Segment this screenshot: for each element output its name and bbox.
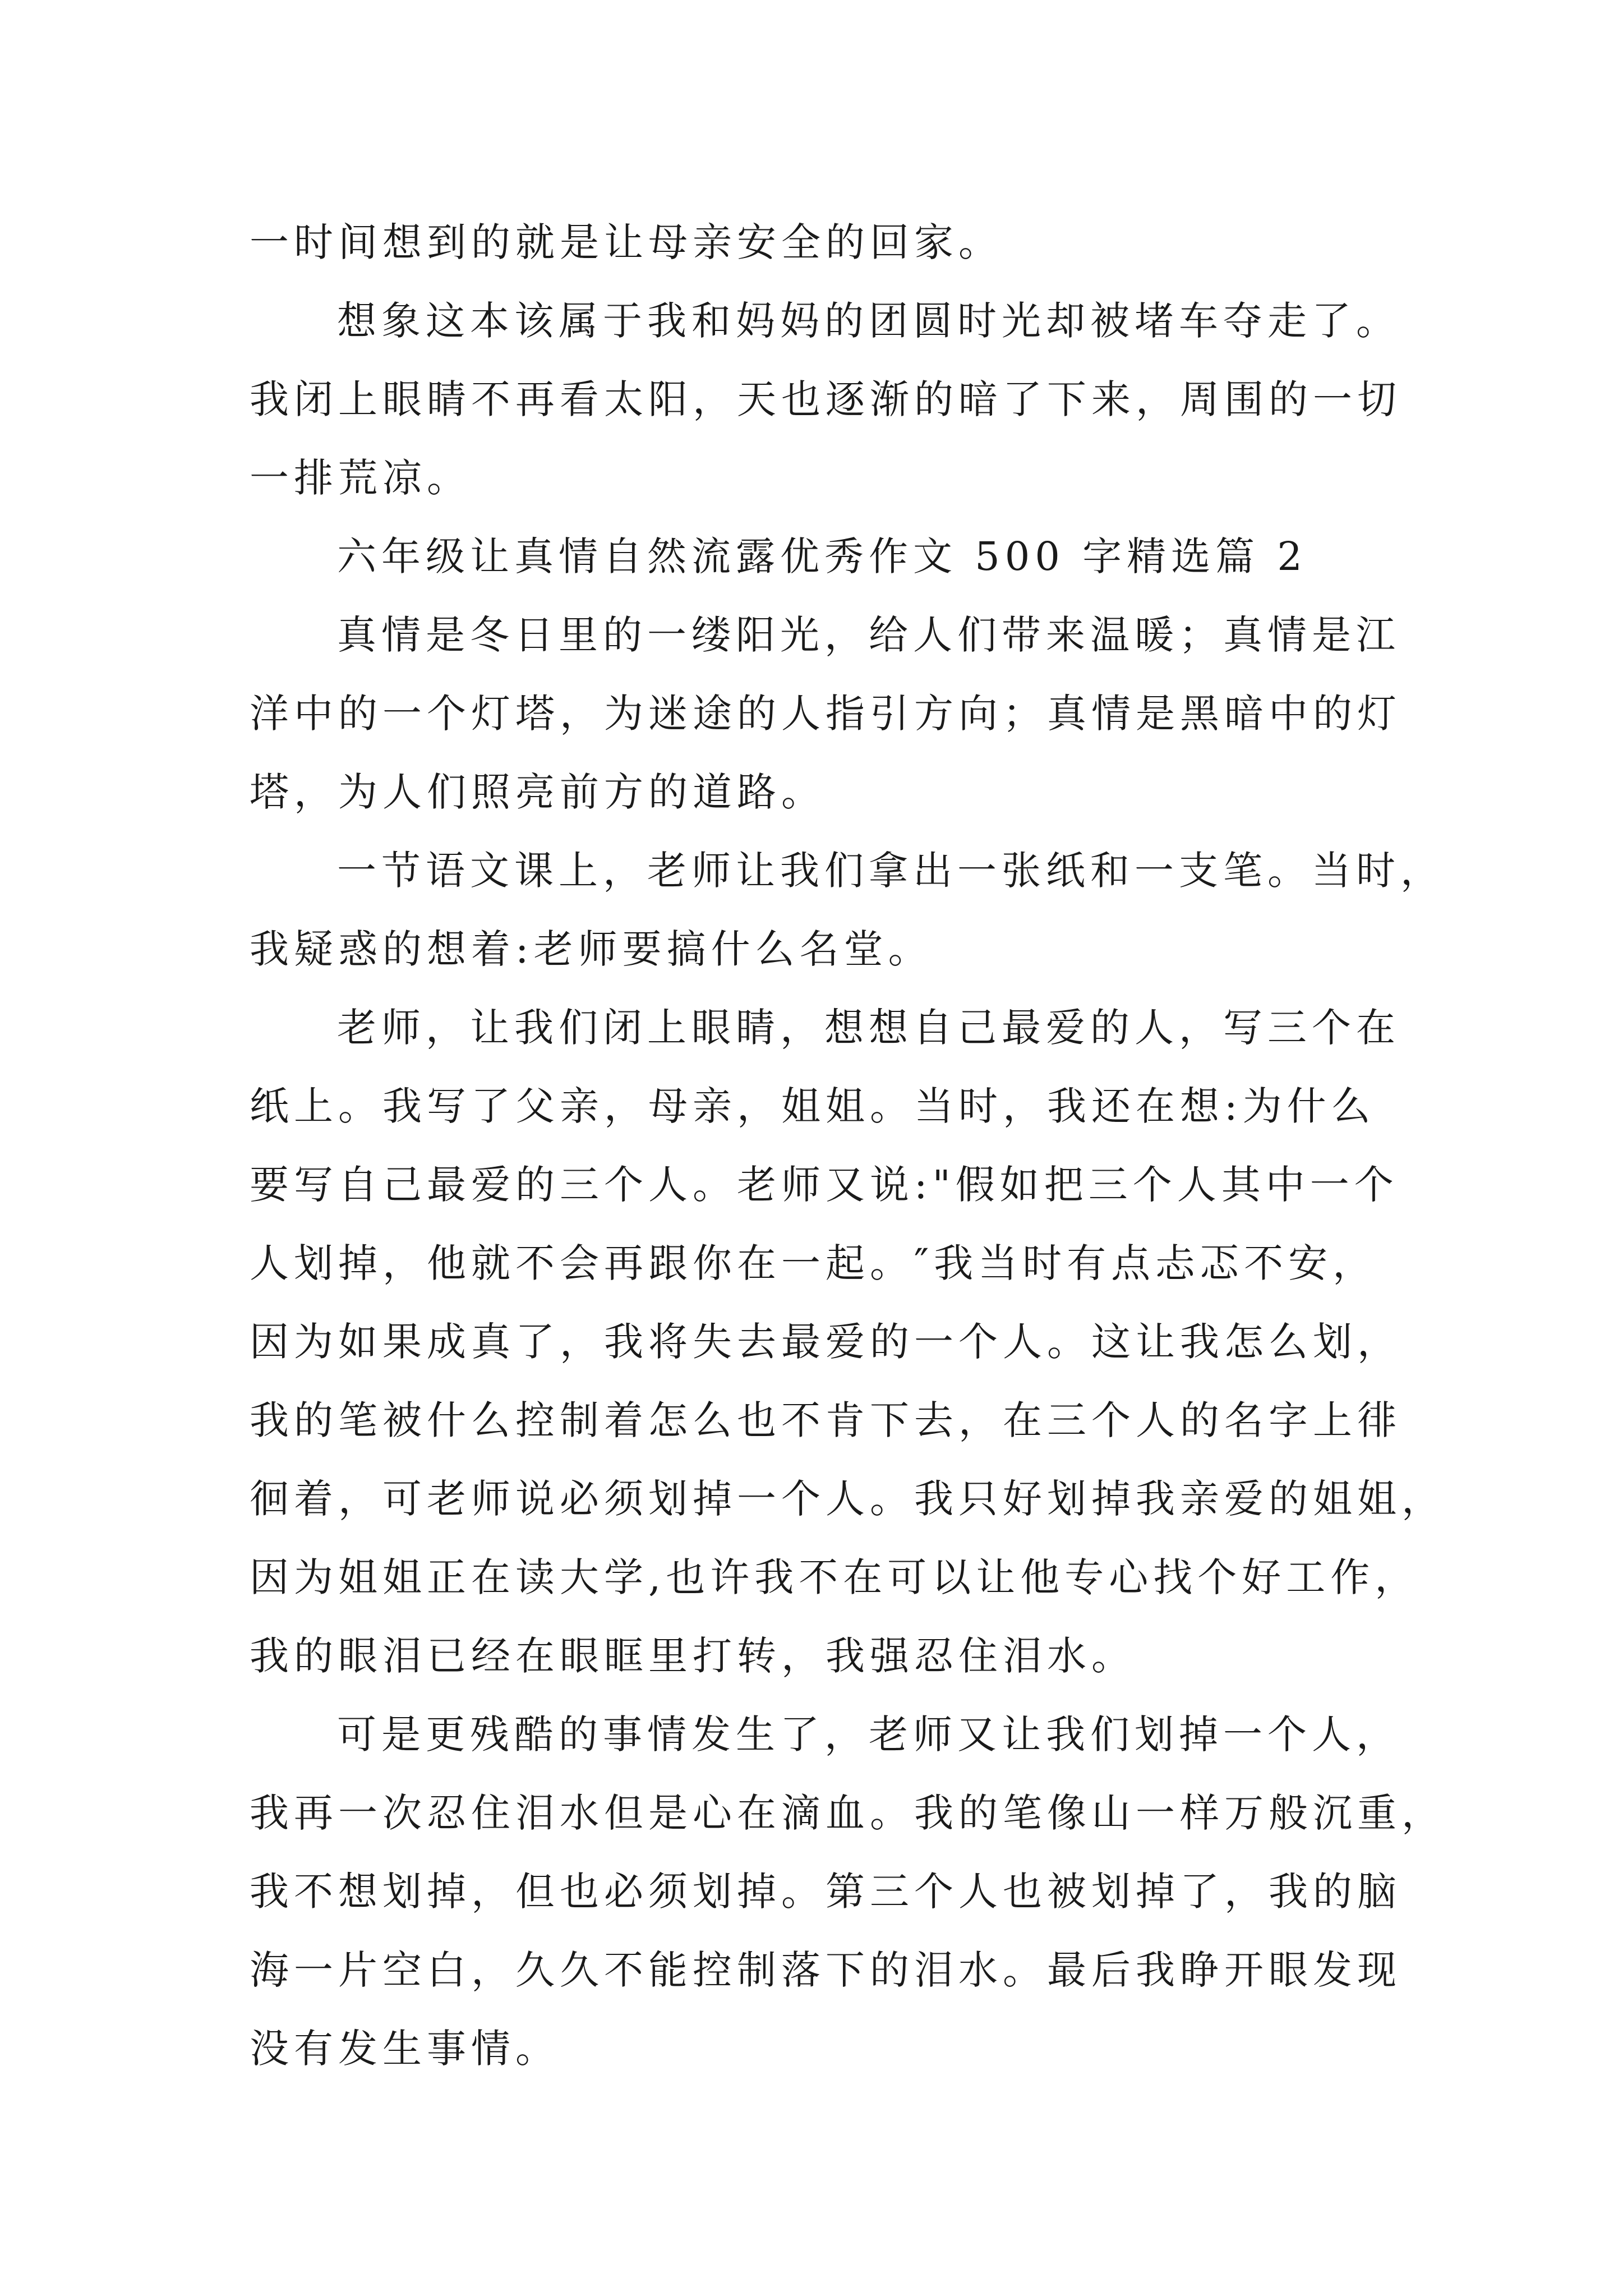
paragraph-2 [250,282,1410,517]
text-line: 洋中的一个灯塔，为迷途的人指引方向；真情是黑暗中的灯 [250,691,1401,737]
text-line: 我不想划掉，但也必须划掉。第三个人也被划掉了，我的脑 [250,1869,1401,1915]
text-line: 我疑惑的想着:老师要搞什么名堂。 [250,926,933,972]
text-line: 因为姐姐正在读大学,也许我不在可以让他专心找个好工作， [250,1554,1419,1600]
text-line: 要写自己最爱的三个人。老师又说:"假如把三个人其中一个 [250,1162,1399,1208]
text-line: 人划掉，他就不会再跟你在一起。″我当时有点忐忑不安， [250,1240,1377,1286]
text-line: 想象这本该属于我和妈妈的团圆时光却被堵车夺走了。 [337,298,1400,344]
document-body [250,203,1446,2088]
paragraph-3 [250,596,1410,831]
text-line: 纸上。我写了父亲，母亲，姐姐。当时，我还在想:为什么 [250,1083,1376,1129]
text-line: 海一片空白，久久不能控制落下的泪水。最后我睁开眼发现 [250,1947,1401,1993]
text-line: 一节语文课上，老师让我们拿出一张纸和一支笔。当时， [337,848,1445,894]
paragraph-1 [250,203,1410,282]
text-line: 我的眼泪已经在眼眶里打转，我强忍住泪水。 [250,1633,1136,1679]
paragraph-6 [250,1695,1446,2088]
section-heading [250,517,1410,596]
heading-text: 六年级让真情自然流露优秀作文 500 字精选篇 2 [337,533,1307,579]
text-line: 我再一次忍住泪水但是心在滴血。我的笔像山一样万般沉重， [250,1790,1446,1836]
text-line: 徊着，可老师说必须划掉一个人。我只好划掉我亲爱的姐姐， [250,1476,1446,1522]
text-line: 因为如果成真了，我将失去最爱的一个人。这让我怎么划， [250,1319,1401,1365]
paragraph-4 [250,831,1445,988]
text-line: 我闭上眼睛不再看太阳，天也逐渐的暗了下来，周围的一切 [250,376,1401,422]
paragraph-5 [250,988,1446,1695]
text-line: 一排荒凉。 [250,455,471,501]
text-line: 真情是冬日里的一缕阳光，给人们带来温暖；真情是江 [337,612,1400,658]
text-line: 可是更残酷的事情发生了，老师又让我们划掉一个人， [337,1711,1400,1757]
text-line: 塔，为人们照亮前方的道路。 [250,769,826,815]
text-line: 一时间想到的就是让母亲安全的回家。 [250,219,1003,265]
text-line: 没有发生事情。 [250,2026,560,2072]
text-line: 我的笔被什么控制着怎么也不肯下去，在三个人的名字上徘 [250,1397,1401,1443]
text-line: 老师，让我们闭上眼睛，想想自己最爱的人，写三个在 [337,1005,1400,1051]
